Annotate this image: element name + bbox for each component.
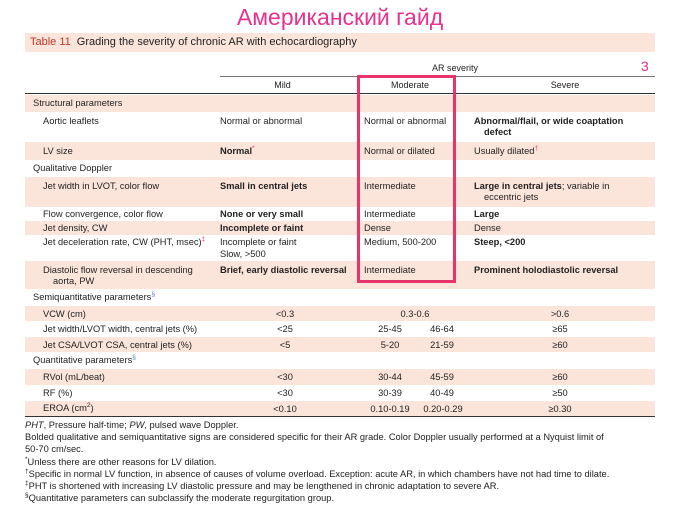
moderate-value-b: 0.20-0.29 bbox=[423, 404, 463, 414]
row-label: Jet CSA/LVOT CSA, central jets (%) bbox=[43, 340, 192, 350]
severe-value: ≥0.30 bbox=[548, 404, 572, 414]
moderate-value-b: 40-49 bbox=[430, 388, 454, 398]
footnote-mark: § bbox=[132, 353, 136, 361]
footnote-line: Bolded qualitative and semiquantitative signs are considered specific for their AR grade. Color Doppler usually performed at a Nyquist limit of bbox=[25, 432, 604, 443]
moderate-value: Intermediate bbox=[364, 265, 416, 275]
mild-value: Incomplete or faint bbox=[220, 237, 297, 247]
table-number: Table 11 bbox=[30, 36, 71, 48]
column-severe: Severe bbox=[550, 80, 580, 90]
footnote-mark: † bbox=[25, 467, 29, 475]
abbr-pw: PW bbox=[129, 420, 145, 430]
row-label: RF (%) bbox=[43, 388, 73, 398]
row-label-text: EROA (cm bbox=[43, 403, 87, 413]
row-label: RVol (mL/beat) bbox=[43, 372, 105, 382]
moderate-value: Intermediate bbox=[364, 181, 416, 191]
moderate-value-a: 30-39 bbox=[378, 388, 402, 398]
mild-value bbox=[220, 146, 255, 157]
table-row bbox=[25, 337, 655, 352]
severe-value: ≥50 bbox=[552, 388, 568, 398]
severe-value: ≥60 bbox=[552, 340, 568, 350]
footnote-mark: † bbox=[534, 144, 539, 152]
mild-value: <30 bbox=[277, 372, 293, 382]
severe-text: ; variable in bbox=[561, 181, 610, 191]
row-label-end: ) bbox=[90, 403, 94, 413]
abbr-pw-text: , pulsed wave Doppler. bbox=[144, 420, 239, 430]
table-row bbox=[25, 401, 655, 416]
mild-value: <0.3 bbox=[275, 309, 295, 319]
row-label: Aortic leaflets bbox=[43, 116, 99, 126]
table-row bbox=[25, 321, 655, 337]
mild-value: Small in central jets bbox=[220, 181, 308, 191]
mild-value: <25 bbox=[277, 324, 293, 334]
row-label: Diastolic flow reversal in descending bbox=[43, 265, 193, 275]
footnote-text: Quantitative parameters can subclassify the moderate regurgitation group. bbox=[28, 493, 335, 504]
mild-value: <5 bbox=[279, 340, 291, 350]
row-label: Flow convergence, color flow bbox=[43, 209, 163, 219]
section-row bbox=[25, 352, 655, 369]
moderate-value: Dense bbox=[364, 223, 391, 233]
footnote-dagger bbox=[25, 468, 665, 480]
section-row bbox=[25, 160, 655, 177]
annotation-number: 3 bbox=[641, 58, 649, 74]
section-label bbox=[33, 355, 136, 366]
table-row bbox=[25, 112, 655, 142]
footnote-abbreviations bbox=[25, 419, 665, 431]
table-row bbox=[25, 369, 655, 385]
footnote-section bbox=[25, 492, 665, 504]
row-label: Jet density, CW bbox=[43, 223, 108, 233]
column-moderate: Moderate bbox=[390, 80, 430, 90]
severe-value: ≥65 bbox=[552, 324, 568, 334]
severe-value bbox=[474, 146, 538, 157]
moderate-value: Normal or abnormal bbox=[364, 116, 447, 126]
table-title: Grading the severity of chronic AR with echocardiography bbox=[76, 36, 357, 48]
mild-text: Normal bbox=[220, 146, 253, 156]
moderate-value: Intermediate bbox=[364, 209, 416, 219]
table-bottom-rule bbox=[25, 416, 655, 417]
row-label: Jet width/LVOT width, central jets (%) bbox=[43, 324, 198, 334]
moderate-value-a: 30-44 bbox=[378, 372, 402, 382]
severe-value-cont: eccentric jets bbox=[484, 192, 539, 202]
section-label-text: Semiquantitative parameters bbox=[33, 292, 152, 302]
footnote-mark: ‡ bbox=[25, 479, 29, 487]
abbr-pht-text: , Pressure half-time; bbox=[43, 420, 130, 430]
mild-value-cont: Slow, >500 bbox=[220, 249, 266, 259]
footnote-star bbox=[25, 456, 665, 468]
table-row bbox=[25, 221, 655, 235]
section-label: Structural parameters bbox=[33, 98, 123, 108]
severe-value: ≥60 bbox=[552, 372, 568, 382]
row-label-cont: aorta, PW bbox=[53, 276, 95, 286]
moderate-value-a: 5-20 bbox=[380, 340, 400, 350]
section-label-text: Quantitative parameters bbox=[33, 355, 133, 365]
footnote-text: PHT is shortened with increasing LV diastolic pressure and may be lengthened in chronic adaptation to severe AR. bbox=[28, 481, 500, 492]
mild-value: Incomplete or faint bbox=[220, 223, 304, 233]
abbr-pht: PHT bbox=[25, 420, 44, 430]
table-footnotes bbox=[25, 419, 665, 504]
severe-value-cont: defect bbox=[484, 127, 512, 137]
column-mild: Mild bbox=[274, 80, 291, 90]
moderate-value-b: 21-59 bbox=[430, 340, 454, 350]
severe-bold: Large in central jets bbox=[474, 181, 562, 191]
footnote-double-dagger bbox=[25, 480, 665, 492]
table-row bbox=[25, 142, 655, 160]
section-label: Qualitative Doppler bbox=[33, 163, 113, 173]
ar-severity-header: AR severity bbox=[431, 63, 478, 73]
moderate-value-a: 0.10-0.19 bbox=[370, 404, 410, 414]
row-label: Jet width in LVOT, color flow bbox=[43, 181, 160, 191]
moderate-value-b: 46-64 bbox=[430, 324, 454, 334]
table-row bbox=[25, 177, 655, 207]
table-row bbox=[25, 235, 655, 261]
mild-value: Brief, early diastolic reversal bbox=[220, 265, 347, 275]
section-row bbox=[25, 289, 655, 306]
moderate-value: 0.3-0.6 bbox=[400, 309, 430, 319]
mild-value: <0.10 bbox=[273, 404, 297, 414]
table-caption bbox=[25, 33, 655, 52]
mild-value: <30 bbox=[277, 388, 293, 398]
row-label: VCW (cm) bbox=[43, 309, 86, 319]
mild-value: None or very small bbox=[220, 209, 304, 219]
section-label bbox=[33, 292, 155, 303]
row-label: LV size bbox=[43, 146, 73, 156]
severe-value: >0.6 bbox=[550, 309, 570, 319]
footnote-text: Specific in normal LV function, in absence of causes of volume overload. Exception: acute AR, in which chambers have not had time to dilate. bbox=[28, 468, 610, 479]
superscript: 2 bbox=[86, 401, 91, 409]
table-row bbox=[25, 207, 655, 221]
row-label-text: Jet deceleration rate, CW (PHT, msec) bbox=[43, 237, 202, 247]
moderate-column-highlight bbox=[357, 75, 456, 283]
footnote-mark: ‡ bbox=[201, 235, 206, 243]
footnote-mark: § bbox=[25, 492, 29, 500]
footnote-mark: * bbox=[25, 455, 28, 463]
moderate-value-a: 25-45 bbox=[378, 324, 402, 334]
section-row bbox=[25, 95, 655, 112]
row-label bbox=[43, 403, 94, 414]
severe-value: Steep, <200 bbox=[474, 237, 526, 247]
severe-value bbox=[474, 181, 609, 192]
header-rule bbox=[25, 93, 655, 94]
footnote-text: Unless there are other reasons for LV dilation. bbox=[27, 456, 217, 467]
row-label bbox=[43, 237, 205, 248]
table-row bbox=[25, 385, 655, 401]
severe-value: Large bbox=[474, 209, 500, 219]
severe-text: Usually dilated bbox=[474, 146, 535, 156]
footnote-line: 50-70 cm/sec. bbox=[25, 444, 84, 455]
moderate-value: Normal or dilated bbox=[364, 146, 435, 156]
table-row bbox=[25, 261, 655, 289]
footnote-mark: * bbox=[252, 144, 255, 152]
moderate-value: Medium, 500-200 bbox=[364, 237, 437, 247]
severe-value: Dense bbox=[474, 223, 501, 233]
moderate-value-b: 45-59 bbox=[430, 372, 454, 382]
slide-title: Американский гайд bbox=[236, 4, 444, 30]
mild-value: Normal or abnormal bbox=[220, 116, 303, 126]
table-row bbox=[25, 306, 655, 321]
footnote-mark: § bbox=[151, 290, 155, 298]
severe-value: Abnormal/flail, or wide coaptation bbox=[474, 116, 624, 126]
severe-value: Prominent holodiastolic reversal bbox=[474, 265, 619, 275]
